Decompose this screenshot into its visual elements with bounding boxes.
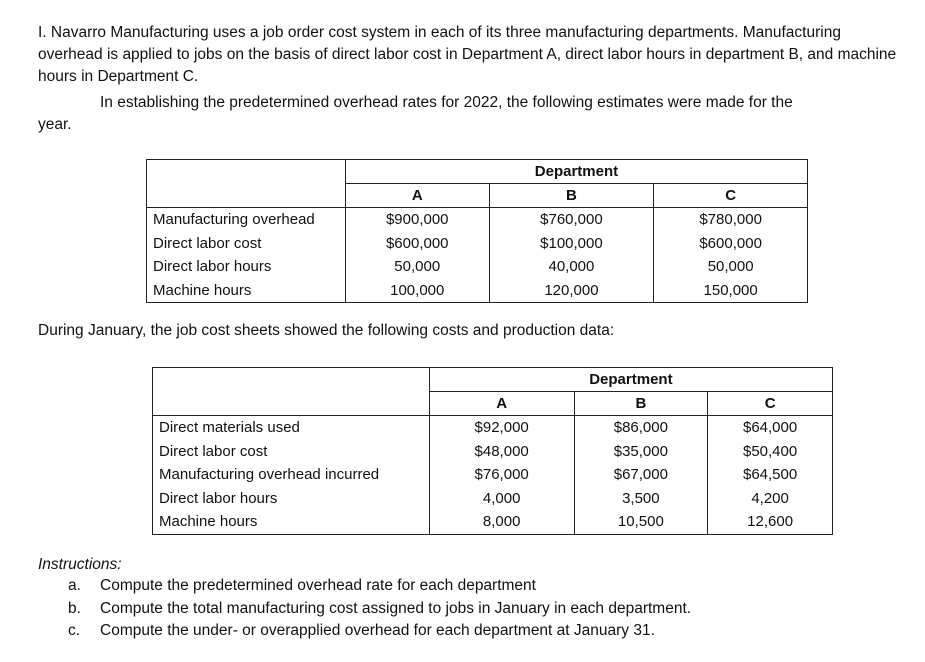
row-label: Direct labor cost xyxy=(159,442,268,460)
column-a-values xyxy=(429,416,574,535)
value-cell: 3,500 xyxy=(622,489,660,507)
estimates-table xyxy=(146,159,808,303)
value-cell: $760,000 xyxy=(540,211,603,228)
department-header: Department xyxy=(429,368,832,392)
instruction-text: Compute the predetermined overhead rate for each department xyxy=(100,577,536,594)
column-c-values xyxy=(708,416,833,535)
row-label: Machine hours xyxy=(153,281,252,299)
estimates-intro-text: In establishing the predetermined overhead rates for 2022, the following estimates were made for the xyxy=(100,94,793,111)
value-cell: $64,500 xyxy=(742,466,798,483)
value-cell: 12,600 xyxy=(747,513,794,530)
column-c-header: C xyxy=(708,392,833,416)
column-b-header: B xyxy=(574,392,708,416)
value-cell: 50,000 xyxy=(394,258,441,275)
january-table xyxy=(152,367,833,535)
instruction-item xyxy=(68,598,691,621)
value-cell: $64,000 xyxy=(742,419,798,436)
column-a-header: A xyxy=(429,392,574,416)
value-cell: $50,400 xyxy=(742,442,798,460)
row-labels xyxy=(147,208,346,303)
column-b-header: B xyxy=(489,184,654,208)
value-cell: $92,000 xyxy=(474,419,529,436)
value-cell: 8,000 xyxy=(482,513,521,530)
department-header: Department xyxy=(345,160,807,184)
estimates-intro xyxy=(38,92,898,136)
corner-cell xyxy=(147,160,346,208)
row-labels xyxy=(153,416,430,535)
value-cell: $35,000 xyxy=(613,442,668,460)
instruction-marker: b. xyxy=(68,599,81,617)
column-c-header: C xyxy=(654,184,808,208)
row-label: Manufacturing overhead incurred xyxy=(159,466,380,483)
column-c-values xyxy=(654,208,808,303)
value-cell: $76,000 xyxy=(474,466,529,483)
value-cell: $67,000 xyxy=(613,466,668,483)
column-b-values xyxy=(489,208,654,303)
column-a-values xyxy=(345,208,489,303)
instruction-marker: c. xyxy=(68,622,81,639)
value-cell: 10,500 xyxy=(617,513,664,530)
value-cell: $48,000 xyxy=(474,442,529,460)
instruction-item xyxy=(68,620,691,643)
row-label: Machine hours xyxy=(159,513,258,530)
value-cell: 100,000 xyxy=(390,281,445,299)
row-label: Manufacturing overhead xyxy=(153,211,315,228)
instruction-marker: a. xyxy=(68,577,81,594)
value-cell: $600,000 xyxy=(699,234,762,252)
value-cell: 120,000 xyxy=(544,281,599,299)
value-cell: 40,000 xyxy=(548,258,595,275)
value-cell: $900,000 xyxy=(385,211,449,228)
instructions-list xyxy=(68,575,691,643)
row-label: Direct materials used xyxy=(159,419,300,436)
instruction-text: Compute the total manufacturing cost assigned to jobs in January in each department. xyxy=(100,599,692,617)
corner-cell xyxy=(153,368,430,416)
value-cell: $100,000 xyxy=(540,234,603,252)
row-label: Direct labor hours xyxy=(153,258,272,275)
value-cell: $86,000 xyxy=(613,419,668,436)
january-intro: During January, the job cost sheets showed the following costs and production data: xyxy=(38,322,615,339)
value-cell: $780,000 xyxy=(699,211,762,228)
row-label: Direct labor hours xyxy=(159,489,278,507)
row-label: Direct labor cost xyxy=(153,234,262,252)
value-cell: 150,000 xyxy=(703,281,758,299)
column-b-values xyxy=(574,416,708,535)
value-cell: 4,000 xyxy=(482,489,521,507)
value-cell: 4,200 xyxy=(751,489,789,507)
instruction-item xyxy=(68,575,691,598)
column-a-header: A xyxy=(345,184,489,208)
value-cell: $600,000 xyxy=(385,234,449,252)
value-cell: 50,000 xyxy=(707,258,754,275)
instruction-text: Compute the under- or overapplied overhead for each department at January 31. xyxy=(100,622,655,639)
estimates-intro-year: year. xyxy=(38,116,72,133)
intro-paragraph: I. Navarro Manufacturing uses a job order cost system in each of its three manufacturing departments. Manufacturing overhead is applied to jobs on the basis of direct labor cost in Department A, direct labor hours in department B, and machine hours in Department C. xyxy=(38,24,897,85)
instructions-heading: Instructions: xyxy=(38,556,122,573)
